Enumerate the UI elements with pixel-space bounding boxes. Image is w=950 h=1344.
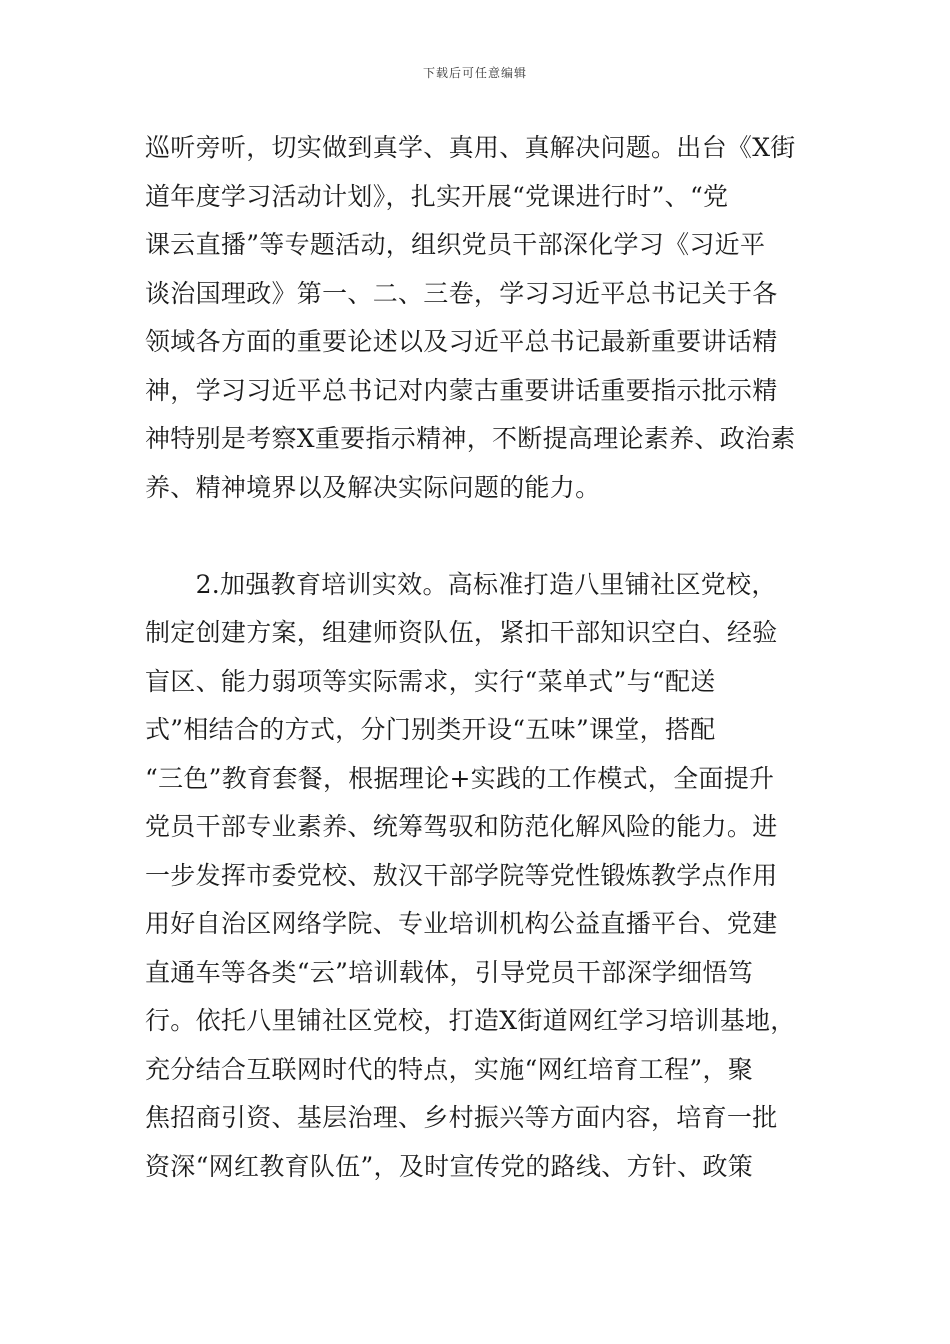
body-line: 道年度学习活动计划》，扎实开展“党课进行时”、“党 <box>145 181 729 211</box>
body-line: 2.加强教育培训实效。高标准打造八里铺社区党校， <box>145 569 777 599</box>
page-header-note: 下载后可任意编辑 <box>422 66 527 80</box>
body-line: 领域各方面的重要论述以及习近平总书记最新重要讲话精 <box>145 327 778 356</box>
body-line: 盲区、能力弱项等实际需求，实行“菜单式”与“配送 <box>145 666 716 696</box>
body-line: 神，学习习近平总书记对内蒙古重要讲话重要指示批示精 <box>145 375 778 405</box>
body-line: 直通车等各类“云”培训载体，引导党员干部深学细悟笃 <box>145 957 754 987</box>
body-line: 行。依托八里铺社区党校，打造X街道网红学习培训基地， <box>145 1006 796 1035</box>
body-line: 课云直播”等专题活动，组织党员干部深化学习《习近平 <box>145 230 766 259</box>
body-line: 养、精神境界以及解决实际问题的能力。 <box>145 472 601 502</box>
body-line: 谈治国理政》第一、二、三卷，学习习近平总书记关于各 <box>145 278 778 308</box>
paragraph-gap <box>145 512 809 561</box>
body-line: 制定创建方案，组建师资队伍，紧扣干部知识空白、经验 <box>145 618 778 647</box>
body-line: 式”相结合的方式，分门别类开设“五味”课堂，搭配 <box>145 715 716 744</box>
body-line: 一步发挥市委党校、敖汉干部学院等党性锻炼教学点作用 <box>145 860 778 890</box>
body-line: 用好自治区网络学院、专业培训机构公益直播平台、党建 <box>145 909 778 938</box>
body-line: 神特别是考察X重要指示精神，不断提高理论素养、政治素 <box>145 424 796 453</box>
body-line: 充分结合互联网时代的特点，实施“网红培育工程”，聚 <box>145 1054 754 1084</box>
document-body <box>145 124 809 1191</box>
body-line: 巡听旁听，切实做到真学、真用、真解决问题。出台《X街 <box>145 133 796 162</box>
body-line: 党员干部专业素养、统筹驾驭和防范化解风险的能力。进 <box>145 812 778 841</box>
body-line: 焦招商引资、基层治理、乡村振兴等方面内容，培育一批 <box>145 1103 778 1132</box>
body-line: “三色”教育套餐，根据理论+实践的工作模式，全面提升 <box>145 763 775 793</box>
body-line: 资深“网红教育队伍”，及时宣传党的路线、方针、政策 <box>145 1151 754 1181</box>
